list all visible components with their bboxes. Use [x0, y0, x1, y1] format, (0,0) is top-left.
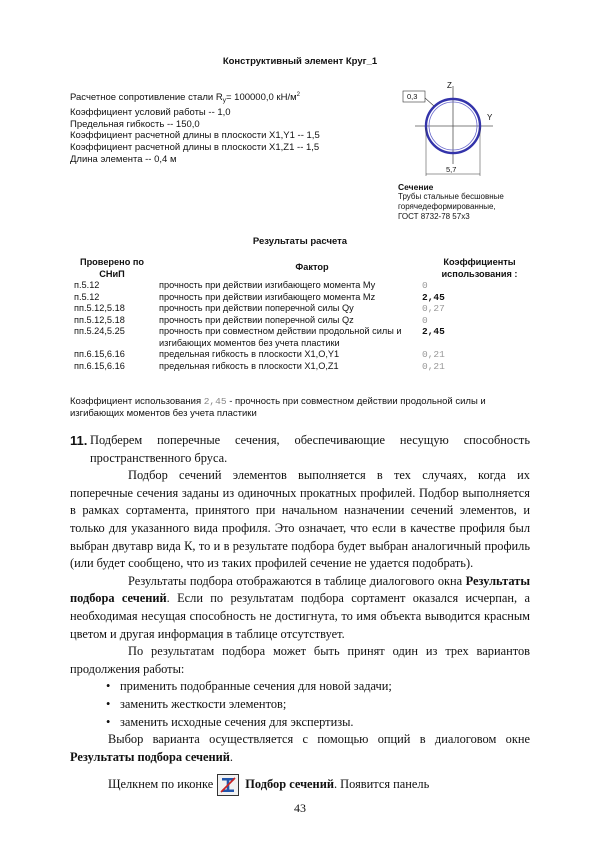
- section-caption-line: ГОСТ 8732-78 57x3: [398, 212, 470, 221]
- param-line: Длина элемента -- 0,4 м: [70, 153, 177, 165]
- table-row: пп.5.12,5.18 прочность при действии поперечной силы Qz 0: [74, 314, 428, 326]
- step-item: [70, 432, 530, 467]
- page-number: 43: [294, 801, 306, 815]
- paragraph: По результатам подбора может быть принят один из трех вариантов продолжения работы:: [70, 644, 530, 676]
- header-factor: Фактор: [295, 262, 329, 272]
- list-item: • применить подобранные сечения для новой задачи;: [70, 678, 530, 696]
- dim-diameter: 5,7: [446, 165, 457, 174]
- paragraph: Выбор варианта осуществляется с помощью опций в диалоговом окне Результаты подбора сечений.: [70, 732, 530, 764]
- label-z: Z: [447, 81, 452, 90]
- header-check: Проверено по СНиП: [79, 257, 145, 279]
- summary-value: 2,45: [203, 396, 227, 407]
- options-list: [70, 678, 530, 731]
- table-row: п.5.12 прочность при действии изгибающего момента Mz 2,45: [74, 291, 445, 303]
- pipe-section-drawing: [395, 78, 515, 178]
- step-number: 11.: [70, 433, 88, 448]
- report-title: Конструктивный элемент Круг_1: [222, 56, 378, 67]
- table-rows: [72, 280, 542, 373]
- param-line: Коэффициент условий работы -- 1,0: [70, 106, 231, 118]
- list-item: • заменить жесткости элементов;: [70, 696, 530, 714]
- table-row: пп.5.12,5.18 прочность при действии поперечной силы Qy 0,27: [74, 303, 445, 315]
- label-y: Y: [487, 113, 493, 122]
- param-line: Коэффициент расчетной длины в плоскости X1,Z1 -- 1,5: [70, 142, 320, 154]
- param-line: Коэффициент расчетной длины в плоскости X1,Y1 -- 1,5: [70, 130, 320, 142]
- section-caption-title: Сечение: [398, 182, 434, 192]
- parameters-block: [70, 90, 320, 166]
- section-caption: [398, 182, 528, 222]
- section-caption-line: Трубы стальные бесшовные: [398, 192, 504, 201]
- header-coefficients: Коэффициенты использования :: [441, 257, 518, 279]
- table-row: п.5.12 прочность при действии изгибающего момента My 0: [74, 280, 428, 291]
- section-selection-icon[interactable]: [217, 774, 239, 796]
- body-text: [70, 432, 530, 796]
- paragraph: Щелкнем по иконке Подбор сечений . Появится панель: [70, 774, 530, 796]
- i-beam-icon: [218, 775, 238, 795]
- step-first-line: Подберем поперечные сечения, обеспечивающие несущую способность пространственного бруса.: [90, 433, 530, 465]
- utilization-summary: Коэффициент использования 2,45 - прочность при совместном действии продольной силы и изгибающих моментов без учета пластики: [70, 396, 486, 419]
- table-row: пп.5.24,5.25 прочность при совместном действии продольной силы и изгибающих моментов без учета пластики 2,45: [74, 326, 445, 348]
- section-caption-line: горячедеформированные,: [398, 202, 496, 211]
- dim-wall: 0,3: [407, 92, 418, 101]
- dim-wall-leader: [425, 98, 434, 106]
- param-steel-resistance: Расчетное сопротивление стали $R_y= 100000,0$ $кН/м^2$: [70, 92, 300, 104]
- table-row: пп.6.15,6.16 предельная гибкость в плоскости X1,O,Y1 0,21: [74, 349, 445, 361]
- results-title: Результаты расчета: [252, 236, 348, 247]
- paragraph: Результаты подбора отображаются в таблице диалогового окна Результаты подбора сечений. Если по результатам подбора сортамент оказался исчерпан, а необходимая несущая способность не достигнута, то имя объекта выводится красным цветом и другая информация в таблице отсутствует.: [70, 573, 530, 641]
- paragraph: Подбор сечений элементов выполняется в тех случаях, когда их поперечные сечения заданы из одиночных прокатных профилей. Подбор выполняется в рамках сортамента, принятого при начальном назначении сечений элементов, и только для указанного вида профиля. Это означает, что если в качестве профиля был выбран двутавр вида К, то и в результате подбора будет выбран аналогичный профиль (или будет сообщено, что из таких профилей сечение не удается подобрать).: [70, 468, 530, 571]
- table-row: пп.6.15,6.16 предельная гибкость в плоскости X1,O,Z1 0,21: [74, 360, 445, 372]
- param-line: Предельная гибкость -- 150,0: [70, 118, 200, 130]
- list-item: • заменить исходные сечения для экспертизы.: [70, 714, 530, 732]
